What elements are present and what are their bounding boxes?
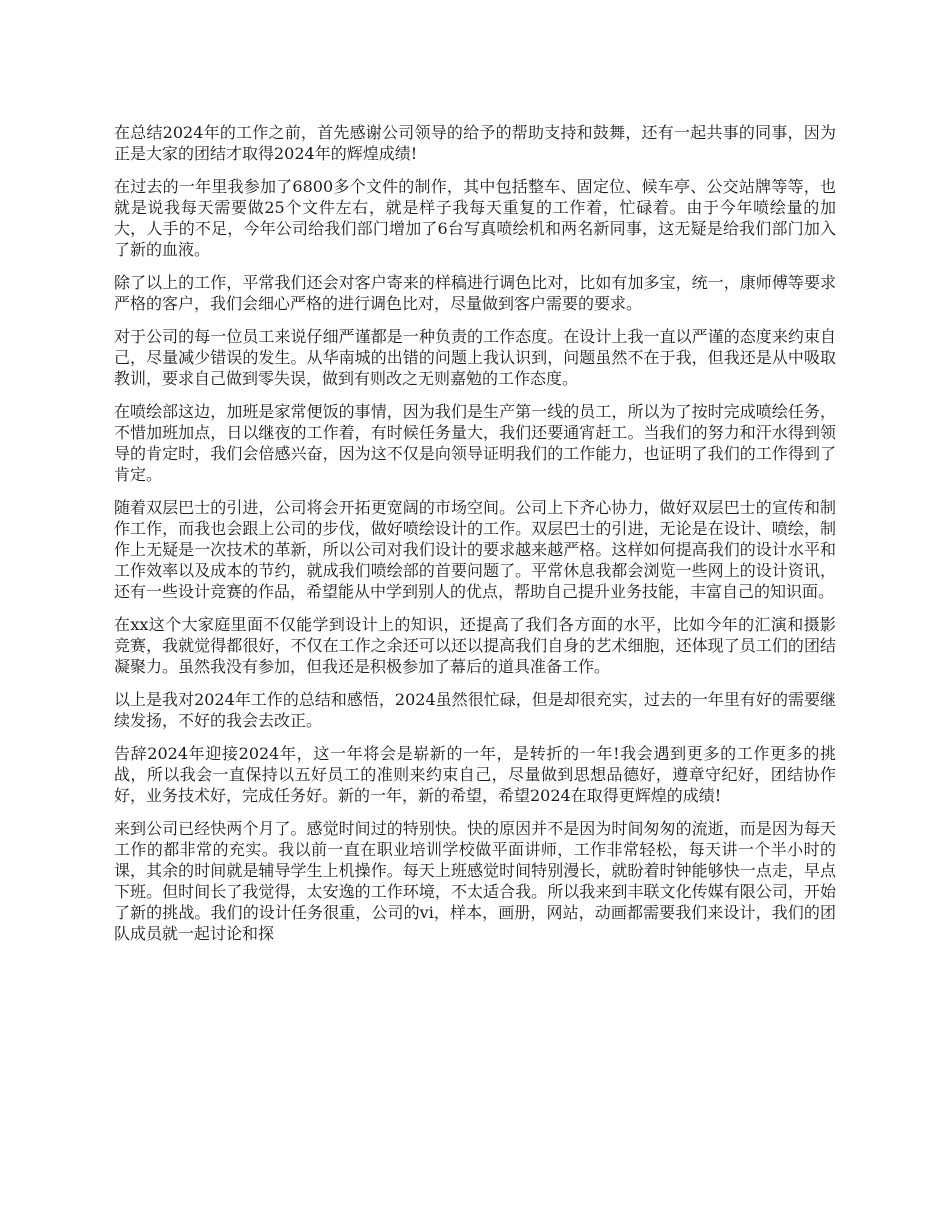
paragraph-3: 除了以上的工作，平常我们还会对客户寄来的样稿进行调色比对，比如有加多宝，统一，康师傅等要求严格的客户，我们会细心严格的进行调色比对，尽量做到客户需要的要求。 (114, 273, 836, 313)
paragraph-10: 来到公司已经快两个月了。感觉时间过的特别快。快的原因并不是因为时间匆匆的流逝，而是因为每天工作的都非常的充实。我以前一直在职业培训学校做平面讲师，工作非常轻松，每天讲一个半小时的课，其余的时间就是辅导学生上机操作。每天上班感觉时间特别漫长，就盼着时钟能够快一点走，早点下班。但时间长了我觉得，太安逸的工作环境，不太适合我。所以我来到丰联文化传媒有限公司，开始了新的挑战。我们的设计任务很重，公司的vi，样本，画册，网站，动画都需要我们来设计，我们的团队成员就一起讨论和探 (114, 819, 836, 943)
paragraph-2: 在过去的一年里我参加了6800多个文件的制作，其中包括整车、固定位、候车亭、公交站牌等等，也就是说我每天需要做25个文件左右，就是样子我每天重复的工作着，忙碌着。由于今年喷绘量的加大，人手的不足，今年公司给我们部门增加了6台写真喷绘机和两名新同事，这无疑是给我们部门加入了新的血液。 (114, 177, 836, 259)
paragraph-4: 对于公司的每一位员工来说仔细严谨都是一种负责的工作态度。在设计上我一直以严谨的态度来约束自己，尽量减少错误的发生。从华南城的出错的问题上我认识到，问题虽然不在于我，但我还是从中吸取教训，要求自己做到零失误，做到有则改之无则嘉勉的工作态度。 (114, 327, 836, 388)
document-body (114, 122, 836, 956)
paragraph-8: 以上是我对2024年工作的总结和感悟，2024虽然很忙碌，但是却很充实，过去的一年里有好的需要继续发扬，不好的我会去改正。 (114, 690, 836, 730)
paragraph-9: 告辞2024年迎接2024年，这一年将会是崭新的一年，是转折的一年!我会遇到更多的工作更多的挑战，所以我会一直保持以五好员工的准则来约束自己，尽量做到思想品德好，遵章守纪好，团结协作好，业务技术好，完成任务好。新的一年，新的希望，希望2024在取得更辉煌的成绩! (114, 744, 836, 805)
paragraph-1: 在总结2024年的工作之前，首先感谢公司领导的给予的帮助支持和鼓舞，还有一起共事的同事，因为正是大家的团结才取得2024年的辉煌成绩! (114, 123, 836, 163)
paragraph-5: 在喷绘部这边，加班是家常便饭的事情，因为我们是生产第一线的员工，所以为了按时完成喷绘任务，不惜加班加点，日以继夜的工作着，有时候任务量大，我们还要通宵赶工。当我们的努力和汗水得到领导的肯定时，我们会倍感兴奋，因为这不仅是向领导证明我们的工作能力，也证明了我们的工作得到了肯定。 (114, 402, 836, 484)
paragraph-7: 在xx这个大家庭里面不仅能学到设计上的知识，还提高了我们各方面的水平，比如今年的汇演和摄影竞赛，我就觉得都很好，不仅在工作之余还可以还以提高我们自身的艺术细胞，还体现了员工们的团结凝聚力。虽然我没有参加，但我还是积极参加了幕后的道具准备工作。 (114, 615, 836, 676)
paragraph-6: 随着双层巴士的引进，公司将会开拓更宽阔的市场空间。公司上下齐心协力，做好双层巴士的宣传和制作工作，而我也会跟上公司的步伐，做好喷绘设计的工作。双层巴士的引进，无论是在设计、喷绘，制作上无疑是一次技术的革新，所以公司对我们设计的要求越来越严格。这样如何提高我们的设计水平和工作效率以及成本的节约，就成我们喷绘部的首要问题了。平常休息我都会浏览一些网上的设计资讯，还有一些设计竞赛的作品，希望能从中学到别人的优点，帮助自己提升业务技能，丰富自己的知识面。 (114, 498, 836, 601)
